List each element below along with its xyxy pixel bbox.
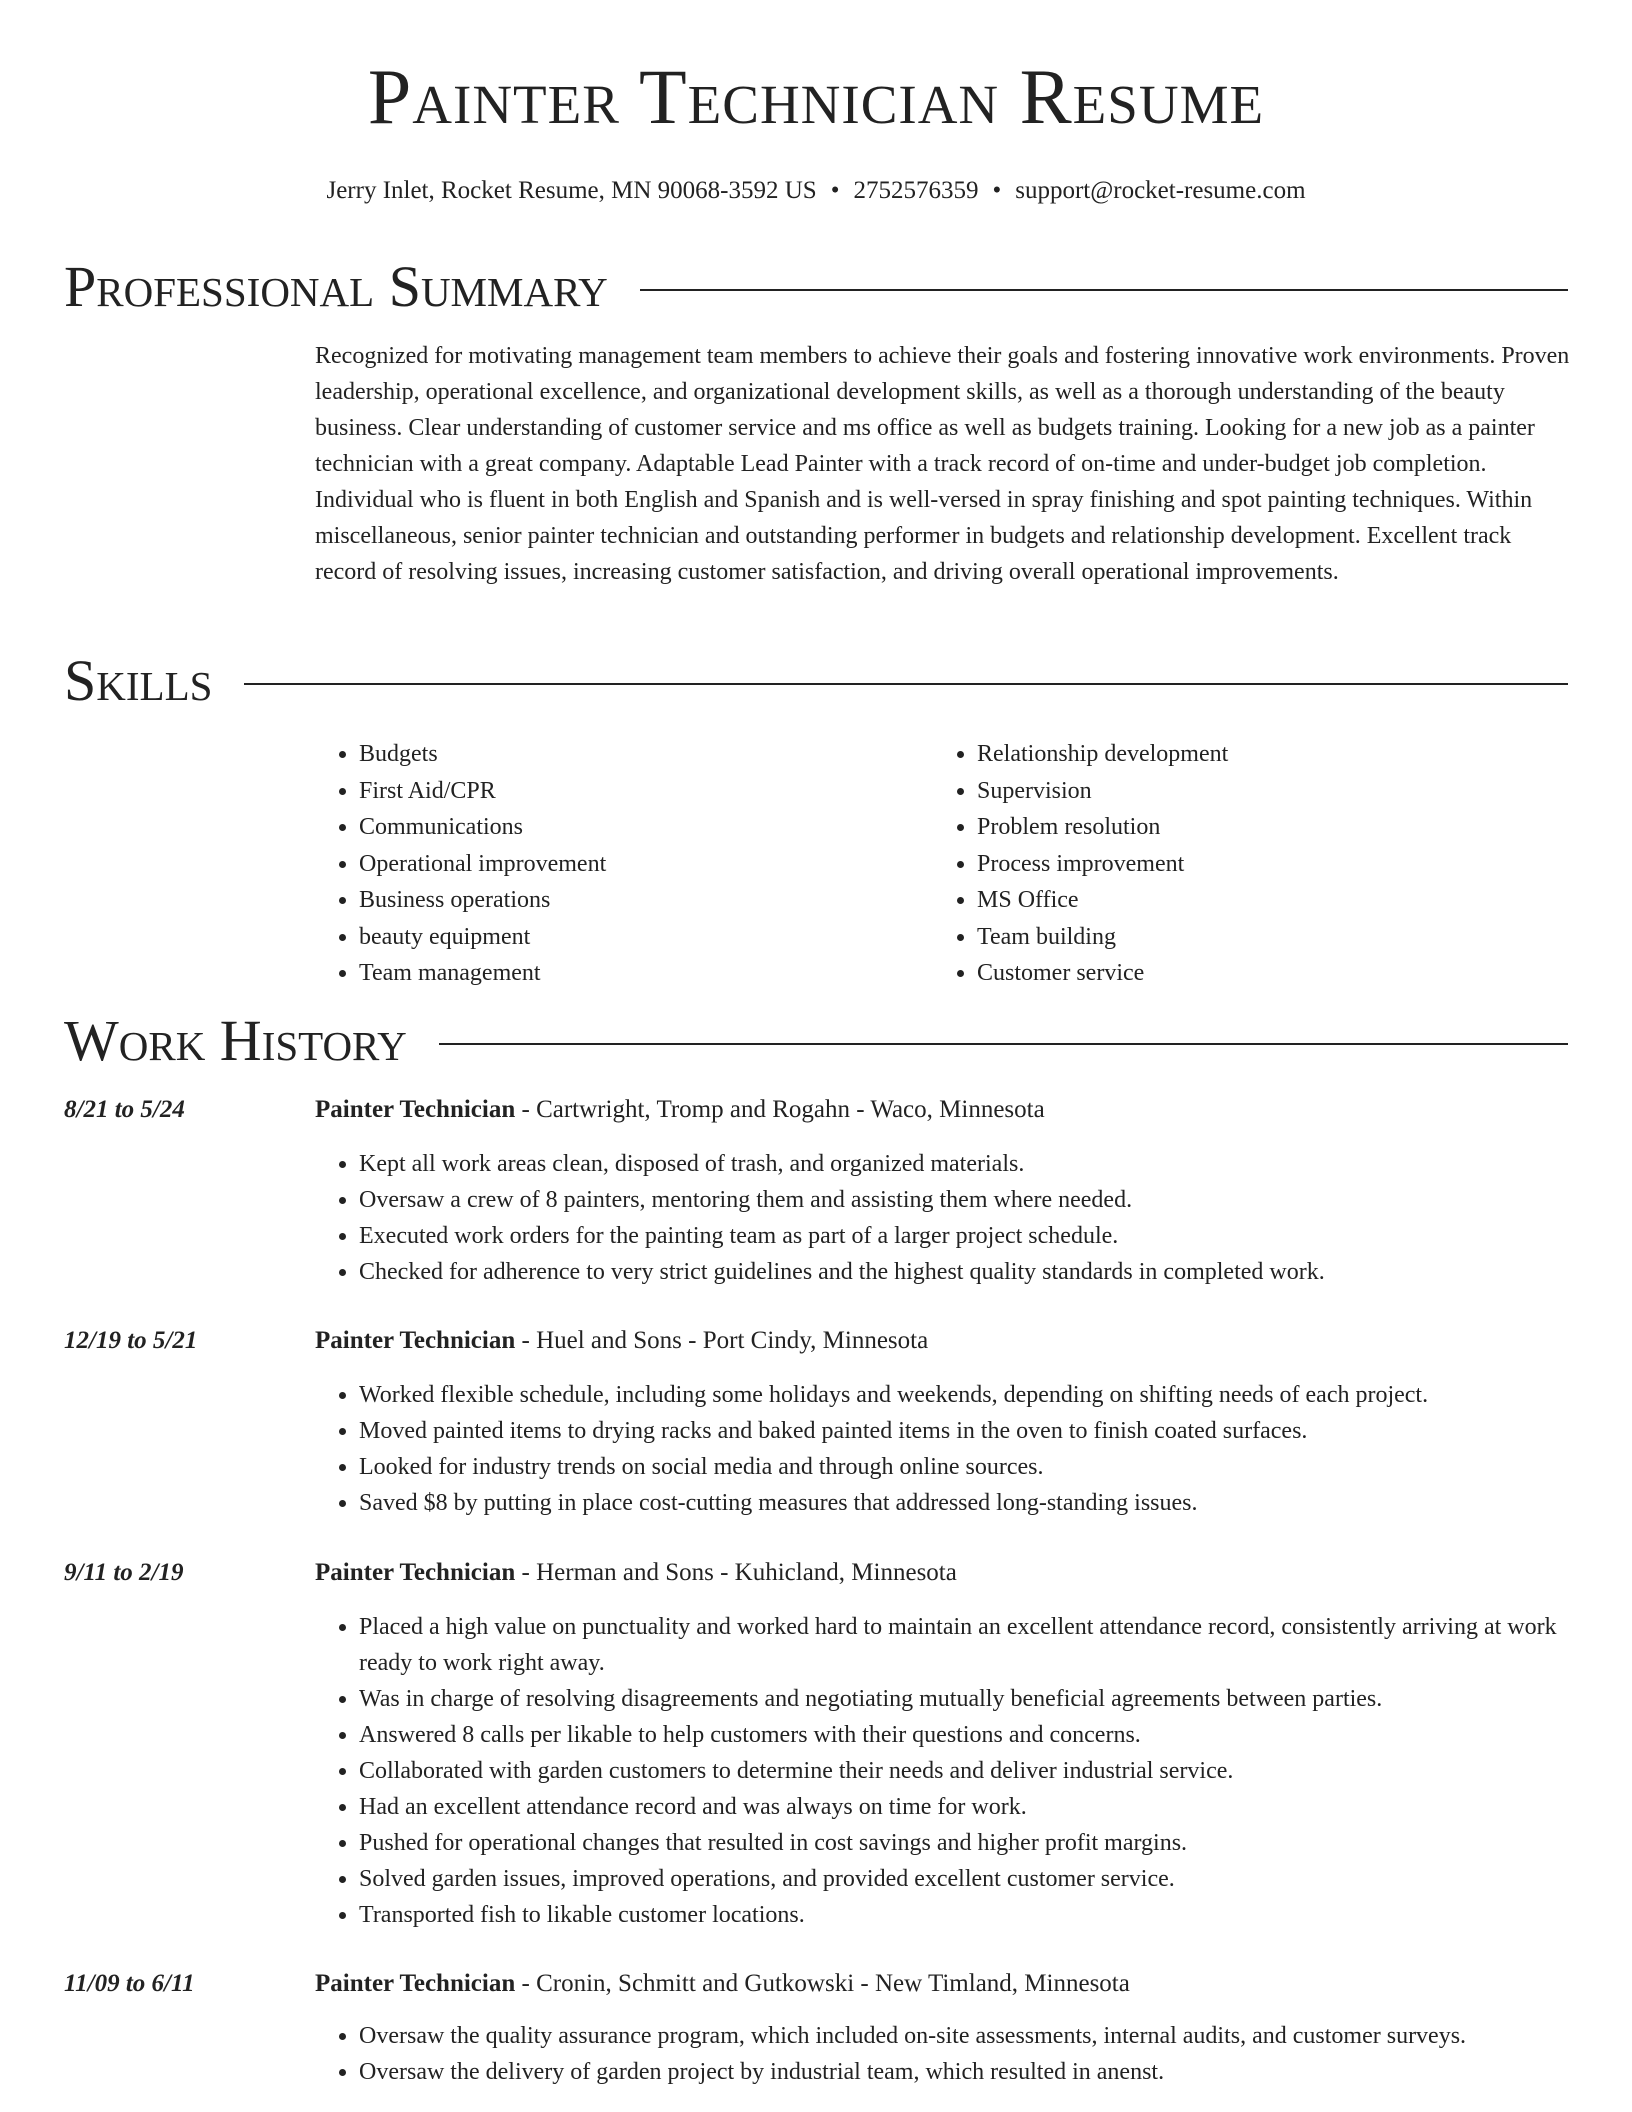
skill-item: • Team management (359, 955, 933, 992)
job-bullet: • Checked for adherence to very strict guidelines and the highest quality standards in completed work. (359, 1254, 1572, 1290)
job-bullet: • Placed a high value on punctuality and worked hard to maintain an excellent attendance record, consistently arriving at work ready to work right away. (359, 1609, 1572, 1681)
job-dates: 8/21 to 5/24 (64, 1096, 185, 1123)
job-bullets (315, 1146, 1572, 1290)
job-heading (315, 1323, 928, 1359)
job-employer: - Cronin, Schmitt and Gutkowski - New Timland, Minnesota (515, 1970, 1130, 1997)
job-bullet: • Was in charge of resolving disagreements and negotiating mutually beneficial agreements between parties. (359, 1681, 1572, 1717)
job-bullet: • Looked for industry trends on social media and through online sources. (359, 1449, 1572, 1485)
skill-item: • Business operations (359, 882, 933, 919)
job-bullet: • Oversaw the quality assurance program, which included on-site assessments, internal audits, and customer surveys. (359, 2018, 1572, 2054)
contact-email: support@rocket-resume.com (1015, 177, 1306, 204)
job-role: Painter Technician (315, 1327, 516, 1354)
job-employer: - Herman and Sons - Kuhicland, Minnesota (515, 1559, 957, 1586)
section-title-summary: Professional Summary (64, 254, 608, 319)
job-bullet: • Oversaw the delivery of garden project by industrial team, which resulted in anenst. (359, 2054, 1572, 2090)
job-heading (315, 1555, 957, 1591)
contact-separator: • (992, 177, 1002, 204)
contact-separator: • (830, 177, 840, 204)
job-dates: 12/19 to 5/21 (64, 1327, 198, 1354)
skill-item: • MS Office (977, 882, 1551, 919)
contact-phone: 2752576359 (853, 177, 979, 204)
job-bullet: • Executed work orders for the painting team as part of a larger project schedule. (359, 1218, 1572, 1254)
section-divider (640, 289, 1568, 291)
job-bullet: • Solved garden issues, improved operations, and provided excellent customer service. (359, 1861, 1572, 1897)
skill-item: • First Aid/CPR (359, 773, 933, 810)
skill-item: • Problem resolution (977, 809, 1551, 846)
job-role: Painter Technician (315, 1559, 516, 1586)
section-title-work: Work History (64, 1008, 407, 1073)
contact-line (0, 176, 1632, 206)
section-skills-header (64, 646, 1568, 716)
job-heading (315, 1092, 1045, 1128)
section-title-skills: Skills (64, 648, 213, 713)
job-bullet: • Collaborated with garden customers to determine their needs and deliver industrial service. (359, 1753, 1572, 1789)
job-bullet: • Moved painted items to drying racks and baked painted items in the oven to finish coated surfaces. (359, 1413, 1572, 1449)
contact-address: Jerry Inlet, Rocket Resume, MN 90068-3592 US (326, 177, 817, 204)
skill-item: • beauty equipment (359, 919, 933, 956)
skill-item: • Customer service (977, 955, 1551, 992)
section-summary-header (64, 252, 1568, 322)
job-bullet: • Answered 8 calls per likable to help customers with their questions and concerns. (359, 1717, 1572, 1753)
job-bullets (315, 2018, 1572, 2090)
job-role: Painter Technician (315, 1970, 516, 1997)
job-bullet: • Worked flexible schedule, including some holidays and weekends, depending on shifting needs of each project. (359, 1377, 1572, 1413)
section-divider (439, 1043, 1568, 1045)
job-bullet: • Had an excellent attendance record and was always on time for work. (359, 1789, 1572, 1825)
job-bullet: • Saved $8 by putting in place cost-cutting measures that addressed long-standing issues. (359, 1485, 1572, 1521)
job-bullet: • Transported fish to likable customer locations. (359, 1897, 1572, 1933)
skill-item: • Relationship development (977, 736, 1551, 773)
job-bullets (315, 1377, 1572, 1521)
skills-list (315, 736, 1571, 992)
job-role: Painter Technician (315, 1096, 516, 1123)
skill-item: • Communications (359, 809, 933, 846)
section-divider (244, 683, 1568, 685)
job-bullet: • Oversaw a crew of 8 painters, mentoring them and assisting them where needed. (359, 1182, 1572, 1218)
skill-item: • Team building (977, 919, 1551, 956)
skills-column-left (315, 736, 933, 992)
job-employer: - Cartwright, Tromp and Rogahn - Waco, Minnesota (515, 1096, 1045, 1123)
skill-item: • Budgets (359, 736, 933, 773)
section-work-header (64, 1006, 1568, 1076)
skills-column-right (933, 736, 1551, 992)
job-dates: 11/09 to 6/11 (64, 1970, 195, 1997)
skill-item: • Supervision (977, 773, 1551, 810)
job-bullets (315, 1609, 1572, 1933)
job-heading (315, 1966, 1130, 2002)
resume-title: Painter Technician Resume (367, 53, 1265, 140)
job-dates: 9/11 to 2/19 (64, 1559, 184, 1586)
skill-item: • Process improvement (977, 846, 1551, 883)
job-employer: - Huel and Sons - Port Cindy, Minnesota (515, 1327, 929, 1354)
job-bullet: • Pushed for operational changes that resulted in cost savings and higher profit margins. (359, 1825, 1572, 1861)
professional-summary: Recognized for motivating management team members to achieve their goals and fostering innovative work environments. Proven leadership, operational excellence, and organizational development skills, as well as a thorough understanding of the beauty business. Clear understanding of customer service and ms office as well as budgets training. Looking for a new job as a painter technician with a great company. Adaptable Lead Painter with a track record of on-time and under-budget job completion. Individual who is fluent in both English and Spanish and is well-versed in spray finishing and spot painting techniques. Within miscellaneous, senior painter technician and outstanding performer in budgets and relationship development. Excellent track record of resolving issues, increasing customer satisfaction, and driving overall operational improvements. (315, 343, 1570, 585)
job-bullet: • Kept all work areas clean, disposed of trash, and organized materials. (359, 1146, 1572, 1182)
skill-item: • Operational improvement (359, 846, 933, 883)
